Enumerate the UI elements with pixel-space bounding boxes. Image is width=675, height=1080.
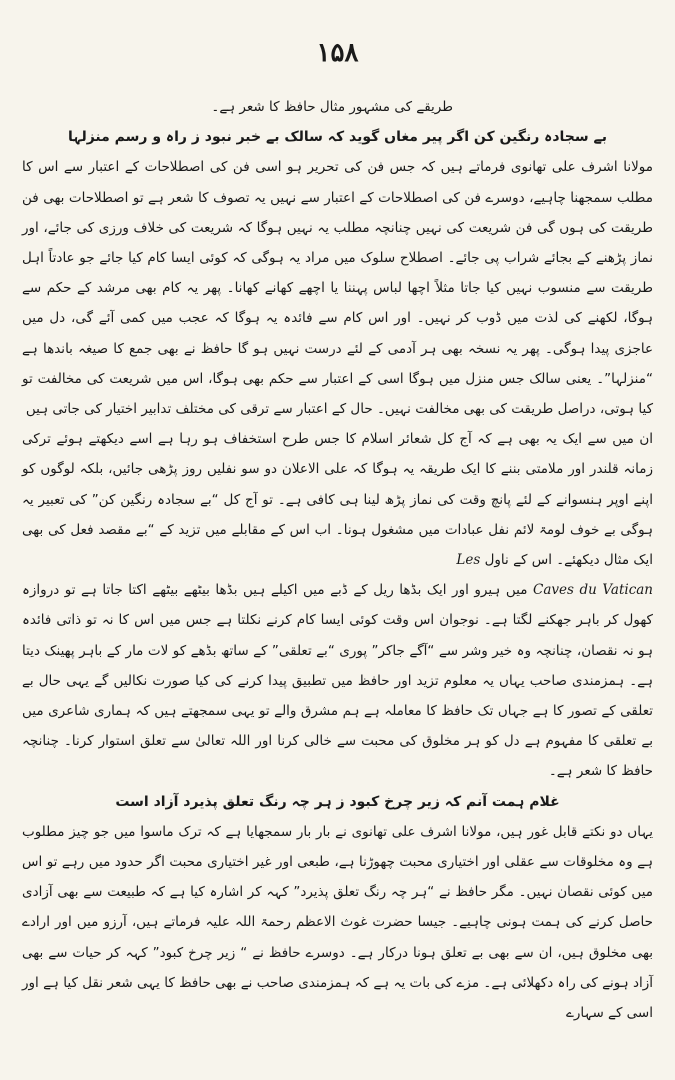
paragraph-2-text: ان میں سے ایک یہ بھی ہے کہ آج کل شعائر اسلام کا جس طرح استخفاف ہو رہا ہے اسے دیکھتے ہوئے ترکی زمانہ قلندر اور ملامتی بننے کا ایک طریقہ یہ ہوگا کہ علی الاعلان دو سو نفلیں روز پڑھی جائیں، بلکہ لوگوں کو اپنے اوپر ہنسوانے کے لئے پانچ وقت کی نماز پڑھ لینا ہی کافی ہے۔ تو آج کل “بے سجادہ رنگین کن” کی تعبیر یہ ہوگی بے خوف لومۃ لائم نفل عبادات میں مشغول ہونا۔ اب اس کے مقابلے میں تزید کے “بے مقصد فعل کی بھی ایک مثال دیکھئے۔ اس کے ناول [22,431,653,569]
verse-hafiz-2: غلام ہمت آنم کہ زیر چرخ کبود ز ہر چہ رنگ تعلق پذیرد آزاد است [115,793,560,810]
novel-author: Les [456,552,481,569]
intro-line: طریقے کی مشہور مثال حافظ کا شعر ہے۔ [211,99,453,115]
paragraph-4: یہاں دو نکتے قابل غور ہیں، مولانا اشرف علی تھانوی نے بار بار سمجھایا ہے کہ ترک ماسوا میں جو چیز مطلوب ہے وہ مخلوقات سے عقلی اور اختیاری محبت چھوڑنا ہے، طبعی اور غیر اختیاری محبت اگر حدود میں رہے تو اس میں کوئی نقصان نہیں۔ مگر حافظ نے “ہر چہ رنگ تعلق پذیرد” کہہ کر اشارہ کیا ہے کہ طبیعت سے بھی آزادی حاصل کرنے کی ہمت ہونی چاہیے۔ جیسا حضرت غوث الاعظم رحمۃ اللہ علیہ فرماتے ہیں، آرزو میں اور ارادے بھی مخلوق ہیں، ان سے بھی بے تعلق ہونا درکار ہے۔ دوسرے حافظ نے “ زیر چرخ کبود” کہہ کر حیات سے بھی آزاد ہونے کی راہ دکھلائی ہے۔ مزے کی بات یہ ہے کہ ہمزمندی صاحب نے بھی حافظ کا یہی شعر نقل کیا ہے اور اسی کے سہارے [22,823,653,1022]
novel-title: Caves du Vatican [533,582,654,599]
page-number: ۱۵۸ [316,38,359,68]
paragraph-3 [22,575,653,786]
verse-hafiz-1: بے سجادہ رنگین کن اگر پیر مغاں گوید کہ سالک بے خبر نبود ز راہ و رسم منزلہا [67,129,607,146]
paragraph-3-text: میں ہیرو اور ایک بڈھا ریل کے ڈبے میں اکیلے ہیں بڈھا بیٹھے بیٹھے اکتا جاتا ہے تو دروازہ کھول کر باہر جھکنے لگتا ہے۔ نوجوان اس وقت کوئی ایسا کام کرنے نکلتا ہے جس میں اس کا نہ تو ذاتی فائدہ ہو نہ نقصان، چنانچہ وہ خیر وشر سے “آگے جاکر” پوری “بے تعلقی” کے ساتھ بڈھے کو لات مار کے باہر پھینک دیتا ہے۔ ہمزمندی صاحب یہاں یہ معلوم تزید اور حافظ میں تطبیق پیدا کرنے کی کیا صورت نکالیں گے یہی حال بے تعلقی کے تصور کا ہے جہاں تک حافظ کا معاملہ ہے ہم مشرق والے تو یہی سمجھتے ہیں کہ ہماری شاعری میں بے تعلقی کا مفہوم ہے دل کو ہر مخلوق کی محبت سے خالی کرنا اور اللہ تعالیٰ سے تعلق استوار کرنا۔ چنانچہ حافظ کا شعر ہے۔ [22,582,653,780]
paragraph-2 [22,424,653,575]
paragraph-1: مولانا اشرف علی تھانوی فرماتے ہیں کہ جس فن کی تحریر ہو اسی فن کی اصطلاحات کے اعتبار سے اس کا مطلب سمجھنا چاہیے، دوسرے فن کی اصطلاحات کے اعتبار سے نہیں یہ تصوف کا شعر ہے تو اصطلاحات بھی فن طریقت کی ہوں گی فن شریعت کی نہیں چنانچہ مطلب یہ نہیں ہوگا کہ شریعت کی خلاف ورزی کی جائے، اور نماز پڑھنے کے بجائے شراب پی جائے۔ اصطلاح سلوک میں مراد یہ ہوگی کہ کوئی ایسا کام کیا جائے جو عادتاً اہل طریقت سے منسوب نہیں کیا جاتا مثلاً اچھا لباس پہننا یا اچھے کھانے کھانا۔ پھر یہ کام بھی مرشد کے حکم سے ہوگا، لکھنے کی لذت میں ڈوب کر نہیں۔ اور اس کام سے فائدہ یہ ہوگا کہ عجب میں کمی آئے گی، دل میں عاجزی پیدا ہوگی۔ پھر یہ نسخہ بھی ہر آدمی کے لئے درست نہیں ہو گا حافظ نے بھی جمع کا صیغہ باندھا ہے “منزلہا”۔ یعنی سالک جس منزل میں ہوگا اسی کے اعتبار سے حکم بھی ہوگا، اس میں شریعت کی مخالفت تو کیا ہوتی، دراصل طریقت کی بھی مخالفت نہیں۔ حال کے اعتبار سے ترقی کی مختلف تدابیر اختیار کی جاتی ہیں [22,159,653,418]
